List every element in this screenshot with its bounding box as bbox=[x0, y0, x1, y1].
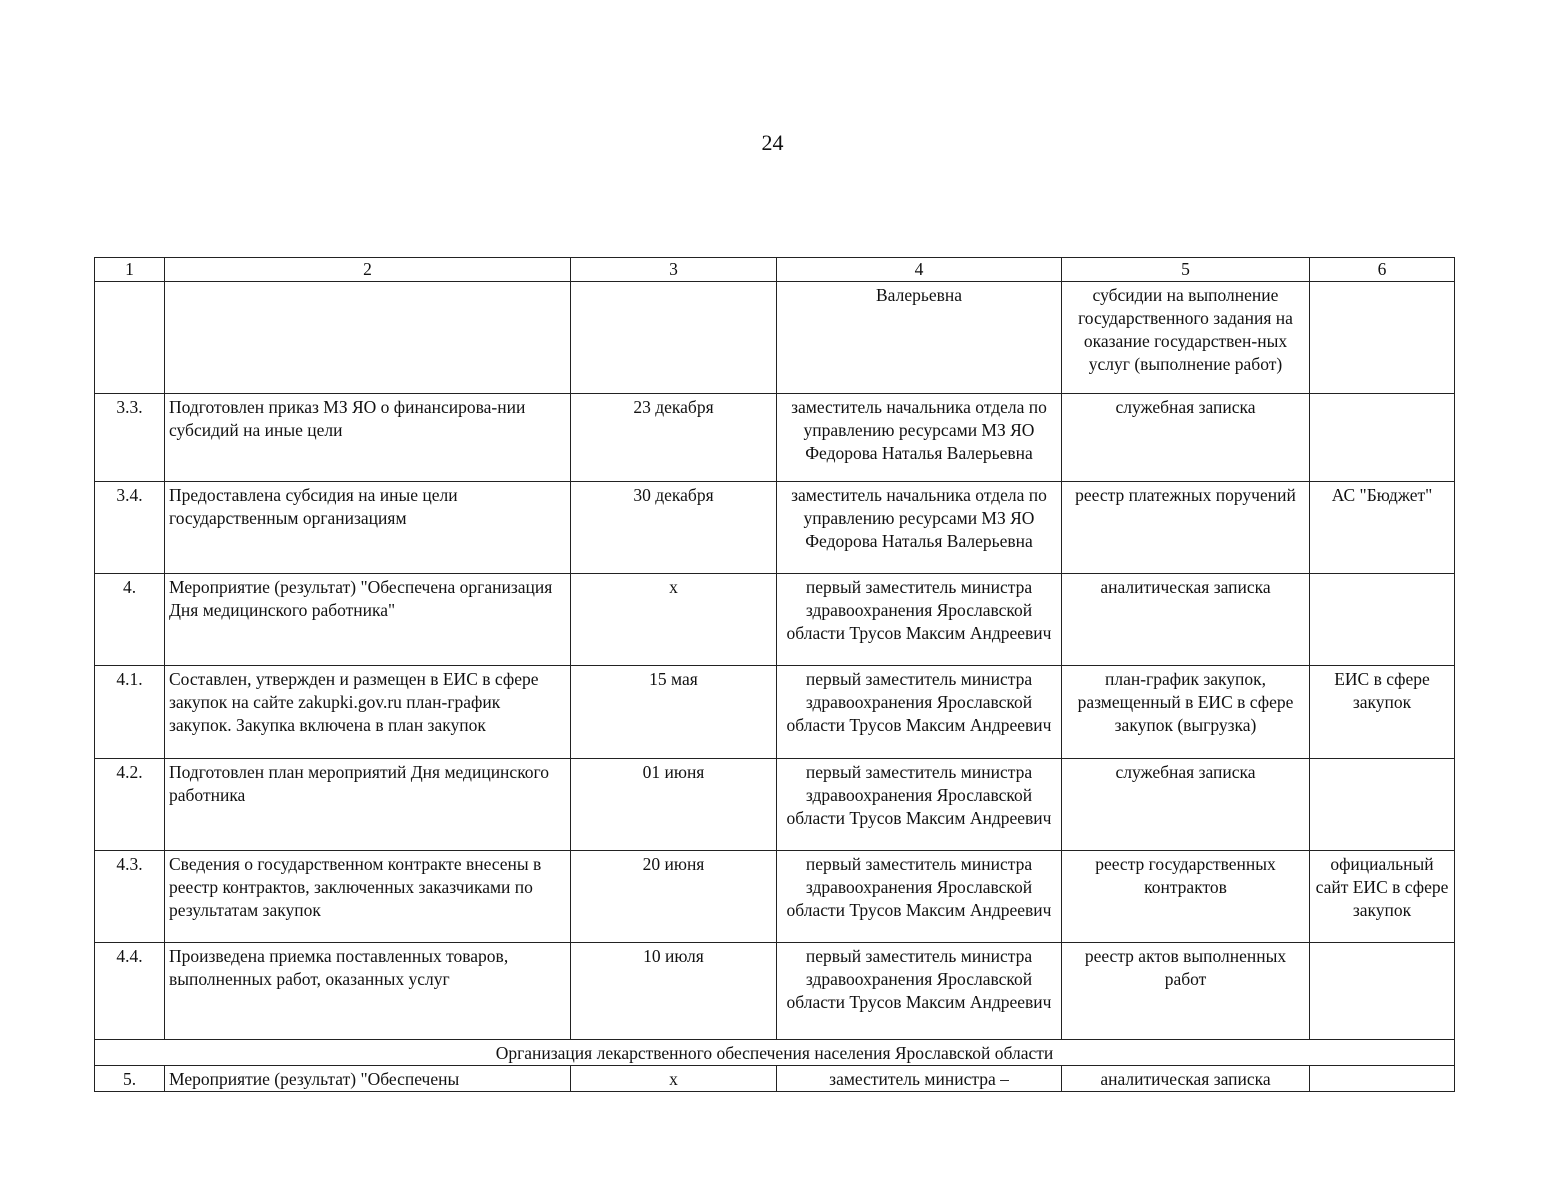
row-number: 4.1. bbox=[95, 666, 165, 759]
row-date bbox=[571, 282, 777, 394]
row-description: Подготовлен приказ МЗ ЯО о финансирова-нии субсидий на иные цели bbox=[165, 394, 571, 482]
row-responsible: первый заместитель министра здравоохранения Ярославской области Трусов Максим Андреевич bbox=[777, 943, 1062, 1040]
row-system bbox=[1310, 282, 1455, 394]
table-row bbox=[95, 574, 1455, 666]
row-document: аналитическая записка bbox=[1062, 1066, 1310, 1092]
row-date: х bbox=[571, 1066, 777, 1092]
row-date: 23 декабря bbox=[571, 394, 777, 482]
column-header: 4 bbox=[777, 258, 1062, 282]
row-number: 4.2. bbox=[95, 759, 165, 851]
row-responsible: Валерьевна bbox=[777, 282, 1062, 394]
row-date: х bbox=[571, 574, 777, 666]
table-row bbox=[95, 394, 1455, 482]
table-row bbox=[95, 282, 1455, 394]
row-system bbox=[1310, 574, 1455, 666]
table-row bbox=[95, 1066, 1455, 1092]
row-number: 3.4. bbox=[95, 482, 165, 574]
row-number bbox=[95, 282, 165, 394]
row-system: ЕИС в сфере закупок bbox=[1310, 666, 1455, 759]
row-number: 4.4. bbox=[95, 943, 165, 1040]
row-date: 15 мая bbox=[571, 666, 777, 759]
row-date: 01 июня bbox=[571, 759, 777, 851]
row-system bbox=[1310, 1066, 1455, 1092]
table-row bbox=[95, 666, 1455, 759]
row-date: 10 июля bbox=[571, 943, 777, 1040]
row-number: 4. bbox=[95, 574, 165, 666]
row-description: Составлен, утвержден и размещен в ЕИС в сфере закупок на сайте zakupki.gov.ru план-график закупок. Закупка включена в план закупок bbox=[165, 666, 571, 759]
page-number: 24 bbox=[761, 130, 784, 155]
table-row bbox=[95, 851, 1455, 943]
row-description: Подготовлен план мероприятий Дня медицинского работника bbox=[165, 759, 571, 851]
row-document: аналитическая записка bbox=[1062, 574, 1310, 666]
row-number: 4.3. bbox=[95, 851, 165, 943]
row-responsible: заместитель начальника отдела по управлению ресурсами МЗ ЯО Федорова Наталья Валерьевна bbox=[777, 482, 1062, 574]
row-responsible: первый заместитель министра здравоохранения Ярославской области Трусов Максим Андреевич bbox=[777, 851, 1062, 943]
row-description: Сведения о государственном контракте внесены в реестр контрактов, заключенных заказчиками по результатам закупок bbox=[165, 851, 571, 943]
plan-table bbox=[94, 257, 1455, 1092]
column-header: 6 bbox=[1310, 258, 1455, 282]
row-system: АС "Бюджет" bbox=[1310, 482, 1455, 574]
column-header: 5 bbox=[1062, 258, 1310, 282]
row-document: реестр актов выполненных работ bbox=[1062, 943, 1310, 1040]
row-document: служебная записка bbox=[1062, 759, 1310, 851]
row-document: реестр государственных контрактов bbox=[1062, 851, 1310, 943]
row-date: 20 июня bbox=[571, 851, 777, 943]
row-description: Предоставлена субсидия на иные цели государственным организациям bbox=[165, 482, 571, 574]
row-system: официальный сайт ЕИС в сфере закупок bbox=[1310, 851, 1455, 943]
table-row bbox=[95, 759, 1455, 851]
section-row bbox=[95, 1040, 1455, 1066]
row-number: 3.3. bbox=[95, 394, 165, 482]
section-title: Организация лекарственного обеспечения населения Ярославской области bbox=[95, 1040, 1455, 1066]
row-document: субсидии на выполнение государственного задания на оказание государствен-ных услуг (выполнение работ) bbox=[1062, 282, 1310, 394]
row-document: служебная записка bbox=[1062, 394, 1310, 482]
row-date: 30 декабря bbox=[571, 482, 777, 574]
table-row bbox=[95, 943, 1455, 1040]
row-description: Произведена приемка поставленных товаров, выполненных работ, оказанных услуг bbox=[165, 943, 571, 1040]
row-responsible: заместитель начальника отдела по управлению ресурсами МЗ ЯО Федорова Наталья Валерьевна bbox=[777, 394, 1062, 482]
column-header: 1 bbox=[95, 258, 165, 282]
row-description: Мероприятие (результат) "Обеспечены bbox=[165, 1066, 571, 1092]
row-number: 5. bbox=[95, 1066, 165, 1092]
row-description: Мероприятие (результат) "Обеспечена организация Дня медицинского работника" bbox=[165, 574, 571, 666]
row-responsible: первый заместитель министра здравоохранения Ярославской области Трусов Максим Андреевич bbox=[777, 574, 1062, 666]
row-system bbox=[1310, 943, 1455, 1040]
row-responsible: первый заместитель министра здравоохранения Ярославской области Трусов Максим Андреевич bbox=[777, 759, 1062, 851]
row-responsible: заместитель министра – bbox=[777, 1066, 1062, 1092]
row-system bbox=[1310, 759, 1455, 851]
table-row bbox=[95, 482, 1455, 574]
row-document: реестр платежных поручений bbox=[1062, 482, 1310, 574]
column-header: 2 bbox=[165, 258, 571, 282]
row-responsible: первый заместитель министра здравоохранения Ярославской области Трусов Максим Андреевич bbox=[777, 666, 1062, 759]
table-header-row bbox=[95, 258, 1455, 282]
column-header: 3 bbox=[571, 258, 777, 282]
row-document: план-график закупок, размещенный в ЕИС в сфере закупок (выгрузка) bbox=[1062, 666, 1310, 759]
row-system bbox=[1310, 394, 1455, 482]
row-description bbox=[165, 282, 571, 394]
